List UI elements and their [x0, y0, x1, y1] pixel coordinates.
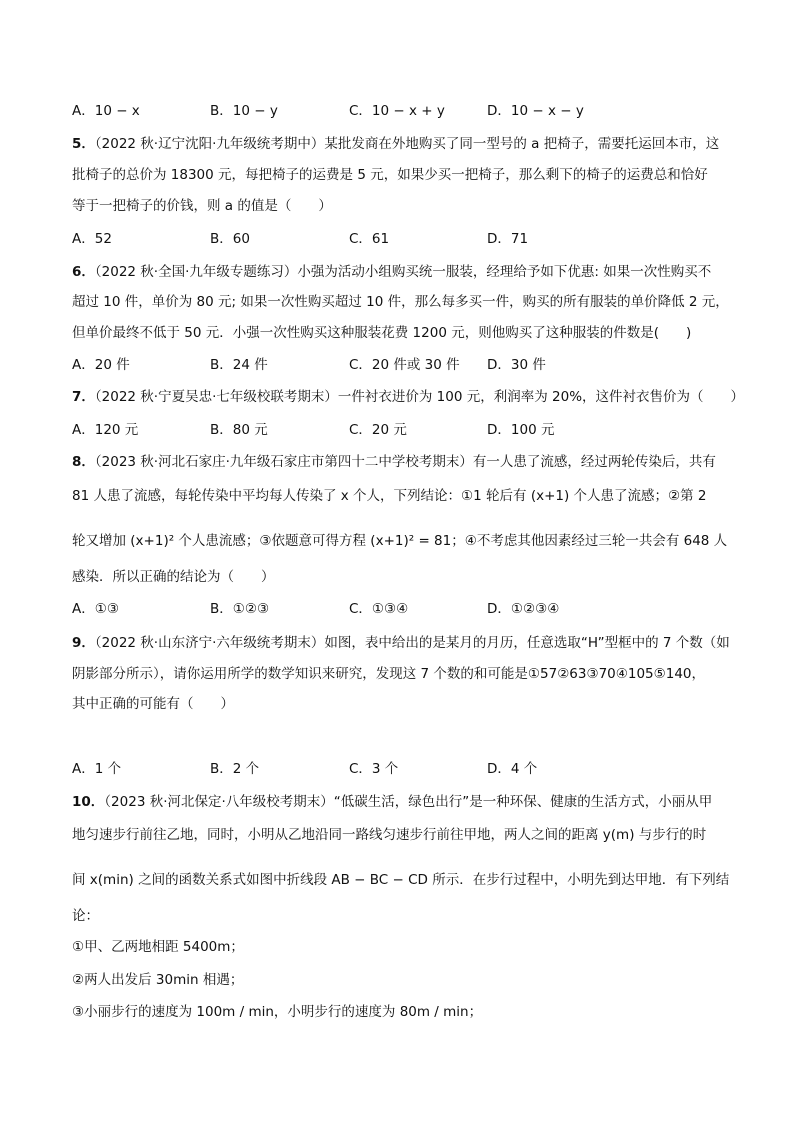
- q9-option-d[interactable]: D．4 个: [487, 761, 538, 777]
- q5-line-1: [72, 134, 732, 154]
- q8-option-d[interactable]: D．①②③④: [487, 601, 560, 617]
- q6-option-b[interactable]: B．24 件: [210, 357, 268, 373]
- q7-options: [72, 420, 732, 440]
- q10-line-2: 地匀速步行前往乙地，同时，小明从乙地沿同一路线匀速步行前往甲地，两人之间的距离 y(m) 与步行的时: [72, 827, 707, 843]
- q10-text-1: （2023 秋·河北保定·八年级校考期末）“低碳生活，绿色出行”是一种环保、健康的生活方式，小丽从甲: [104, 794, 713, 810]
- q10-conclusion-2: ②两人出发后 30min 相遇；: [72, 972, 244, 988]
- q4-option-b[interactable]: B．10 − y: [210, 103, 278, 119]
- q8-line-2: 81 人患了流感，每轮传染中平均每人传染了 x 个人，下列结论：①1 轮后有 (x+1) 个人患了流感；②第 2: [72, 488, 707, 504]
- q5-options: [72, 229, 732, 249]
- q10-line-1: [72, 792, 732, 812]
- q6-text-1: （2022 秋·全国·九年级专题练习）小强为活动小组购买统一服装，经理给予如下优惠: 如果一次性购买不: [94, 264, 712, 280]
- q9-option-b[interactable]: B．2 个: [210, 761, 260, 777]
- q9-option-c[interactable]: C．3 个: [349, 761, 399, 777]
- q7-text-1: （2022 秋·宁夏吴忠·七年级校联考期末）一件衬衣进价为 100 元，利润率为 20%，这件衬衣售价为（ ）: [94, 389, 745, 405]
- q5-text-1: （2022 秋·辽宁沈阳·九年级统考期中）某批发商在外地购买了同一型号的 a 把椅子，需要托运回本市，这: [94, 136, 720, 152]
- q4-option-d[interactable]: D．10 − x − y: [487, 103, 584, 119]
- q5-option-d[interactable]: D．71: [487, 231, 529, 247]
- q6-option-d[interactable]: D．30 件: [487, 357, 546, 373]
- q8-option-a[interactable]: A．①③: [72, 601, 119, 617]
- q7-option-b[interactable]: B．80 元: [210, 422, 268, 438]
- q10-conclusion-3: ③小丽步行的速度为 100m / min，小明步行的速度为 80m / min；: [72, 1004, 483, 1020]
- q9-options: [72, 759, 732, 779]
- q5-option-c[interactable]: C．61: [349, 231, 390, 247]
- q10-number: 10．: [72, 794, 105, 810]
- q9-number: 9．: [72, 635, 95, 651]
- q9-line-1: [72, 633, 732, 653]
- q8-option-b[interactable]: B．①②③: [210, 601, 270, 617]
- q5-option-a[interactable]: A．52: [72, 231, 112, 247]
- q5-option-b[interactable]: B．60: [210, 231, 250, 247]
- q7-number: 7．: [72, 389, 95, 405]
- q5-line-2: 批椅子的总价为 18300 元，每把椅子的运费是 5 元，如果少买一把椅子，那么剩下的椅子的运费总和恰好: [72, 167, 708, 183]
- q5-number: 5．: [72, 136, 95, 152]
- q9-text-1: （2022 秋·山东济宁·六年级统考期末）如图，表中给出的是某月的月历，任意选取“H”型框中的 7 个数（如: [94, 635, 730, 651]
- q7-option-c[interactable]: C．20 元: [349, 422, 407, 438]
- q8-text-1: （2023 秋·河北石家庄·九年级石家庄市第四十二中学校考期末）有一人患了流感，经过两轮传染后，共有: [94, 454, 716, 470]
- q5-line-3: 等于一把椅子的价钱，则 a 的值是（ ）: [72, 198, 332, 214]
- q6-number: 6．: [72, 264, 95, 280]
- q6-option-c[interactable]: C．20 件或 30 件: [349, 357, 460, 373]
- q9-line-3: 其中正确的可能有（ ）: [72, 696, 234, 712]
- q9-line-2: 阴影部分所示），请你运用所学的数学知识来研究，发现这 7 个数的和可能是①57②63③70④105⑤140，: [72, 666, 706, 682]
- q6-options: [72, 355, 732, 375]
- q8-line-1: [72, 452, 732, 472]
- q4-option-c[interactable]: C．10 − x + y: [349, 103, 445, 119]
- q6-line-3: 但单价最终不低于 50 元．小强一次性购买这种服装花费 1200 元，则他购买了这种服装的件数是( ): [72, 325, 692, 341]
- q8-options: [72, 599, 732, 619]
- q4-options: [72, 101, 732, 121]
- q7-option-d[interactable]: D．100 元: [487, 422, 555, 438]
- q10-line-3: 间 x(min) 之间的函数关系式如图中折线段 AB − BC − CD 所示．在步行过程中，小明先到达甲地．有下列结: [72, 872, 730, 888]
- q6-line-2: 超过 10 件，单价为 80 元; 如果一次性购买超过 10 件，那么每多买一件，购买的所有服装的单价降低 2 元，: [72, 294, 729, 310]
- q10-conclusion-1: ①甲、乙两地相距 5400m；: [72, 939, 244, 955]
- q4-option-a[interactable]: A．10 − x: [72, 103, 140, 119]
- q8-line-4: 感染．所以正确的结论为（ ）: [72, 569, 275, 585]
- q6-option-a[interactable]: A．20 件: [72, 357, 130, 373]
- q9-option-a[interactable]: A．1 个: [72, 761, 122, 777]
- q6-line-1: [72, 262, 732, 282]
- q8-number: 8．: [72, 454, 95, 470]
- q7-option-a[interactable]: A．120 元: [72, 422, 139, 438]
- q8-option-c[interactable]: C．①③④: [349, 601, 409, 617]
- q10-line-4: 论：: [72, 908, 99, 924]
- q7-line-1: [72, 387, 745, 407]
- q8-line-3: 轮又增加 (x+1)² 个人患流感；③依题意可得方程 (x+1)² = 81；④不考虑其他因素经过三轮一共会有 648 人: [72, 533, 728, 549]
